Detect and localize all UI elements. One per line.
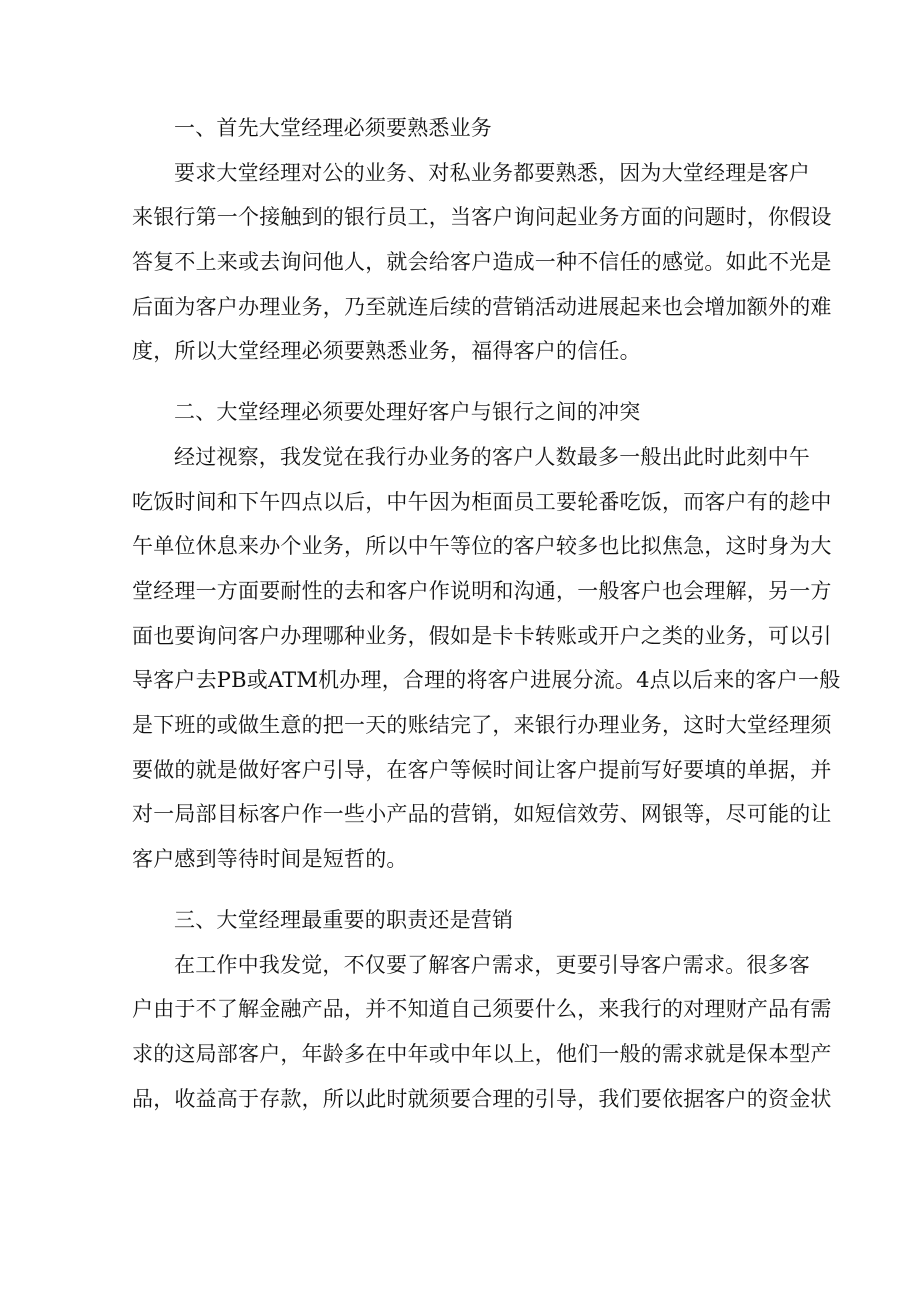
paragraph-line: 度，所以大堂经理必须要熟悉业务，福得客户的信任。	[132, 339, 641, 364]
section-heading-1: 一、首先大堂经理必须要熟悉业务	[174, 116, 492, 140]
paragraph-line: 是下班的或做生意的把一天的账结完了，来银行办理业务，这时大堂经理须	[132, 713, 832, 738]
paragraph-line: 要做的就是做好客户引导，在客户等候时间让客户提前写好要填的单据，并	[132, 757, 832, 782]
paragraph-line: 面也要询问客户办理哪种业务，假如是卡卡转账或开户之类的业务，可以引	[132, 623, 832, 648]
paragraph-line: 来银行第一个接触到的银行员工，当客户询问起业务方面的问题时，你假设	[132, 205, 832, 230]
paragraph-line: 在工作中我发觉，不仅要了解客户需求，更要引导客户需求。很多客	[174, 952, 810, 977]
section-paragraph-3	[132, 943, 832, 1122]
paragraph-line: 堂经理一方面要耐性的去和客户作说明和沟通，一般客户也会理解，另一方	[132, 578, 832, 603]
section-heading-2: 二、大堂经理必须要处理好客户与银行之间的冲突	[174, 400, 641, 425]
section-paragraph-2	[132, 435, 841, 882]
section-heading-3: 三、大堂经理最重要的职责还是营销	[174, 907, 514, 932]
paragraph-line: 品，收益高于存款，所以此时就须要合理的引导，我们要依据客户的资金状	[132, 1086, 832, 1111]
paragraph-line: 客户感到等待时间是短哲的。	[132, 847, 408, 872]
paragraph-line: 对一局部目标客户作一些小产品的营销，如短信效劳、网银等，尽可能的让	[132, 802, 832, 827]
paragraph-line: 要求大堂经理对公的业务、对私业务都要熟悉，因为大堂经理是客户	[174, 160, 810, 185]
paragraph-line: 午单位休息来办个业务，所以中午等位的客户较多也比拟焦急，这时身为大	[132, 534, 832, 559]
paragraph-line: 答复不上来或去询问他人，就会给客户造成一种不信任的感觉。如此不光是	[132, 250, 832, 275]
paragraph-line: 经过视察，我发觉在我行办业务的客户人数最多一般出此时此刻中午	[174, 444, 810, 469]
document-body	[132, 106, 841, 1137]
paragraph-line: 吃饭时间和下午四点以后，中午因为柜面员工要轮番吃饭，而客户有的趁中	[132, 489, 832, 514]
section-paragraph-1	[132, 151, 832, 374]
paragraph-line: 求的这局部客户，年龄多在中年或中年以上，他们一般的需求就是保本型产	[132, 1041, 832, 1066]
paragraph-line: 导客户去PB或ATM机办理，合理的将客户进展分流。4点以后来的客户一般	[132, 668, 841, 693]
paragraph-line: 后面为客户办理业务，乃至就连后续的营销活动进展起来也会增加额外的难	[132, 294, 832, 319]
paragraph-line: 户由于不了解金融产品，并不知道自己须要什么，来我行的对理财产品有需	[132, 997, 832, 1022]
